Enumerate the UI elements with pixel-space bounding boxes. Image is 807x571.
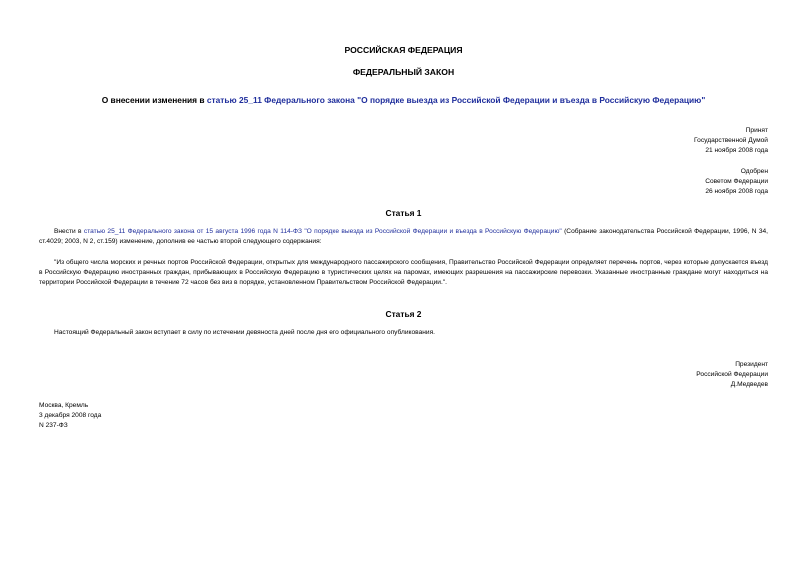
place-line-2: 3 декабря 2008 года xyxy=(39,412,102,419)
article-2-heading: Статья 2 xyxy=(385,309,422,319)
adopted-line-1: Принят xyxy=(745,127,768,134)
law-title-prefix: О внесении изменения в xyxy=(101,95,207,105)
signature-line-1: Президент xyxy=(735,361,768,368)
law-title-link[interactable]: статью 25_11 Федерального закона "О порядке выезда из Российской Федерации и въезда в Российскую Федерацию" xyxy=(206,95,706,105)
place-date-block xyxy=(39,401,101,431)
place-line-3: N 237-ФЗ xyxy=(39,422,68,429)
adopted-line-2: Государственной Думой xyxy=(694,137,768,144)
article-1-p1-prefix: Внести в xyxy=(54,228,84,235)
signature-line-2: Российской Федерации xyxy=(696,371,768,378)
place-line-1: Москва, Кремль xyxy=(39,402,89,409)
law-title xyxy=(0,95,807,106)
article-1-paragraph-2: "Из общего числа морских и речных портов Российской Федерации, открытых для международного пассажирского сообщения, Правительство Российской Федерации определяет перечень портов, через которые допускается въезд в Российскую Федерацию иностранных граждан, прибывающих в Российскую Федерацию в туристических целях на паромах, имеющих разрешения на пассажирские перевозки. Указанные иностранные граждане могут находиться на территории Российской Федерации в течение 72 часов без виз в порядке, установленном Правительством Российской Федерации.". xyxy=(39,259,768,286)
approved-block xyxy=(705,167,768,197)
adopted-line-3: 21 ноября 2008 года xyxy=(705,147,768,154)
approved-line-3: 26 ноября 2008 года xyxy=(705,188,768,195)
article-2-paragraph-1: Настоящий Федеральный закон вступает в силу по истечении девяноста дней после дня его официального опубликования. xyxy=(54,329,435,336)
law-type-heading: ФЕДЕРАЛЬНЫЙ ЗАКОН xyxy=(352,67,455,77)
approved-line-1: Одобрен xyxy=(740,168,768,175)
article-1-p1-suffix: (Собрание законодательства Российской Федерации, 1996, N 34, ст.4029; 2003, N 2, ст.159) изменение, дополнив ее частью второй следующего содержания: xyxy=(39,228,769,245)
approved-line-2: Советом Федерации xyxy=(705,178,768,185)
signature-line-3: Д.Медведев xyxy=(730,381,768,388)
article-1-heading: Статья 1 xyxy=(385,208,422,218)
signature-block xyxy=(696,360,768,390)
article-1-paragraph-1 xyxy=(39,227,768,247)
country-heading: РОССИЙСКАЯ ФЕДЕРАЦИЯ xyxy=(344,45,463,55)
article-1-p1-link[interactable]: статью 25_11 Федерального закона от 15 августа 1996 года N 114-ФЗ "О порядке выезда из Российской Федерации и въезда в Российскую Федерацию" xyxy=(83,228,562,235)
adopted-block xyxy=(694,126,768,156)
